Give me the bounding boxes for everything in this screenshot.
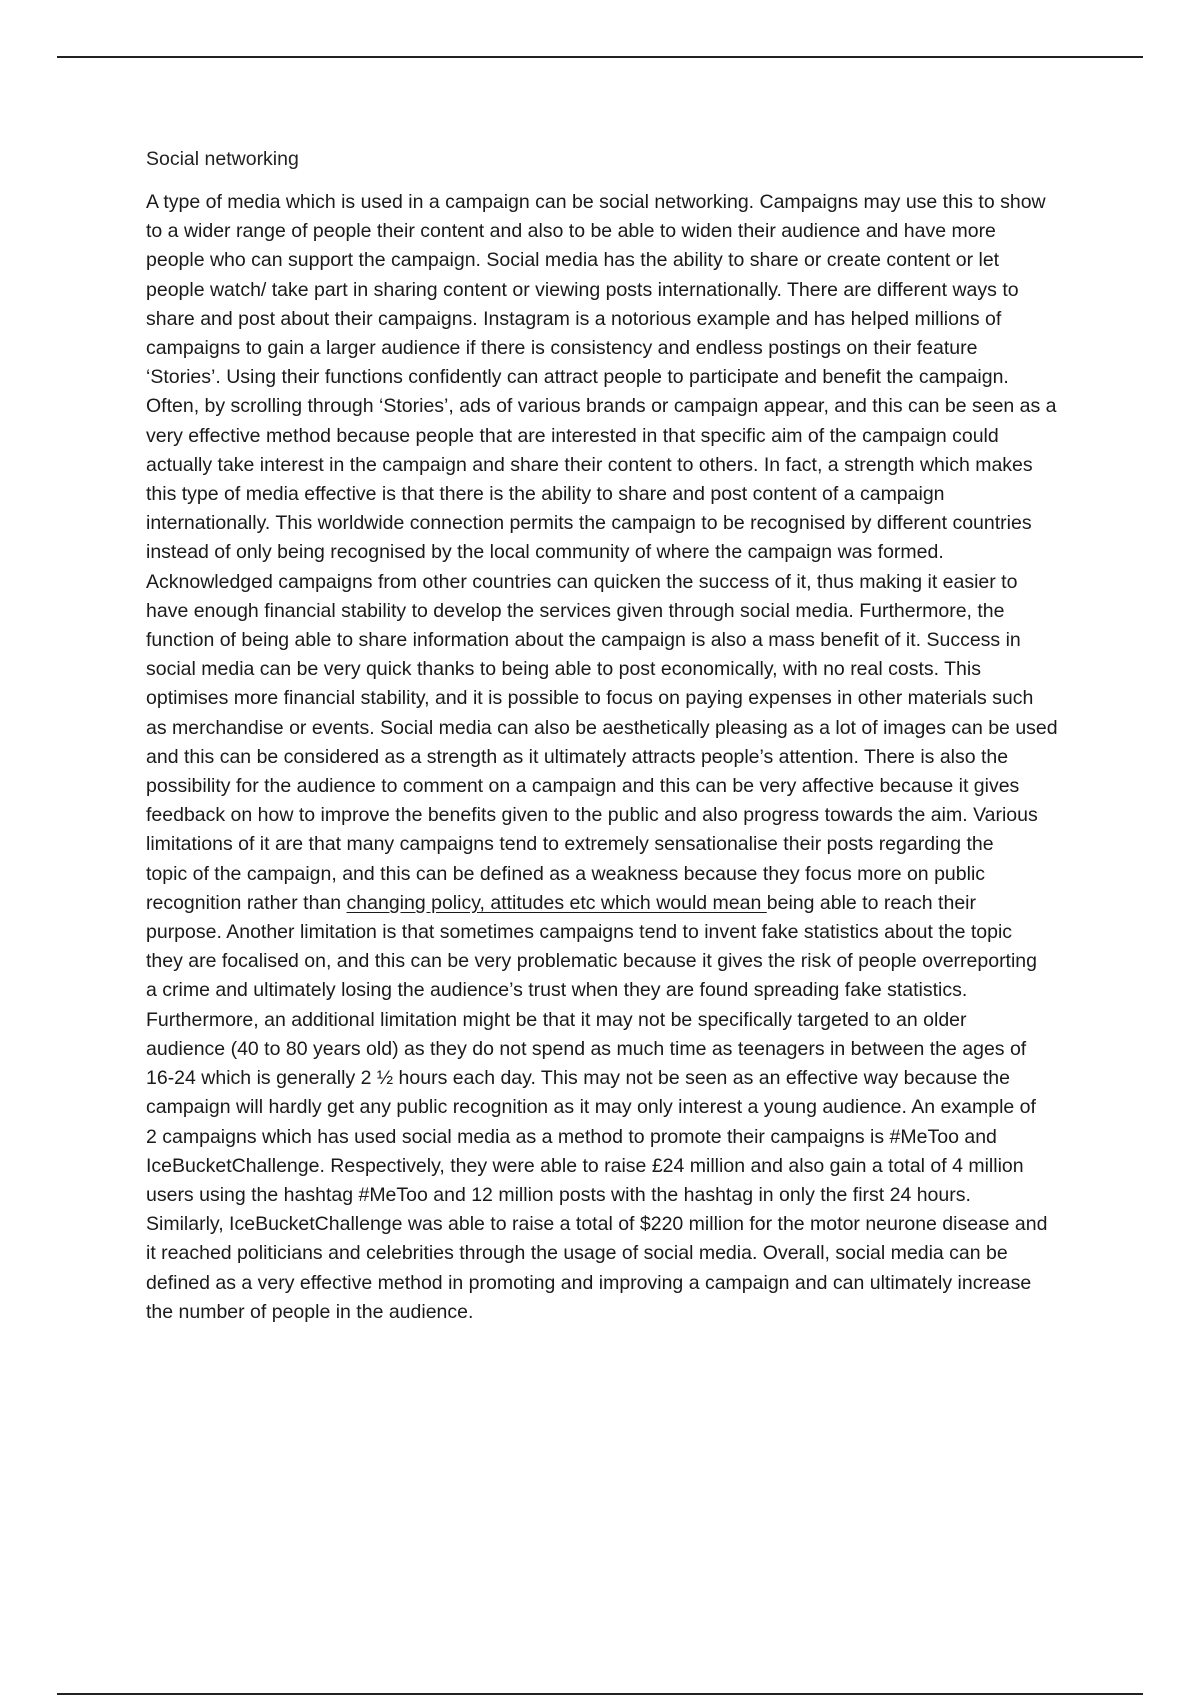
text-line: possibility for the audience to comment on a campaign and this can be very affective because it gives [146,775,1020,798]
text-line: purpose. Another limitation is that sometimes campaigns tend to invent fake statistics about the topic [146,921,1013,944]
document-content [146,146,1090,1327]
text-line: they are focalised on, and this can be very problematic because it gives the risk of people overreporting [146,950,1038,973]
text-line: limitations of it are that many campaigns tend to extremely sensationalise their posts regarding the [146,833,994,856]
text-line: function of being able to share information about the campaign is also a mass benefit of it. Success in [146,629,1021,652]
text-line: feedback on how to improve the benefits given to the public and also progress towards the aim. Various [146,804,1038,827]
text-segment: being able to reach their [766,891,976,914]
text-line: share and post about their campaigns. Instagram is a notorious example and has helped millions of [146,307,1002,330]
text-line: Often, by scrolling through ‘Stories’, ads of various brands or campaign appear, and this can be seen as a [146,395,1057,418]
text-line: optimises more financial stability, and it is possible to focus on paying expenses in other materials such [146,687,1034,710]
text-line: Acknowledged campaigns from other countries can quicken the success of it, thus making it easier to [146,570,1018,593]
text-line: campaigns to gain a larger audience if there is consistency and endless postings on their feature [146,337,978,360]
bottom-rule [57,1693,1143,1695]
text-line: a crime and ultimately losing the audience’s trust when they are found spreading fake statistics. [146,979,968,1002]
text-line: audience (40 to 80 years old) as they do not spend as much time as teenagers in between the ages of [146,1037,1027,1060]
text-line: defined as a very effective method in promoting and improving a campaign and can ultimately increase [146,1271,1032,1294]
text-line: topic of the campaign, and this can be defined as a weakness because they focus more on public [146,862,986,885]
text-line: internationally. This worldwide connection permits the campaign to be recognised by different countries [146,512,1032,535]
text-line-with-underline [146,889,1090,918]
text-line: social media can be very quick thanks to being able to post economically, with no real costs. This [146,658,981,681]
text-line: instead of only being recognised by the local community of where the campaign was formed. [146,541,944,564]
top-rule [57,56,1143,58]
text-line: as merchandise or events. Social media can also be aesthetically pleasing as a lot of images can be used [146,716,1058,739]
text-line: this type of media effective is that there is the ability to share and post content of a campaign [146,483,945,506]
text-line: people who can support the campaign. Social media has the ability to share or create content or let [146,249,1000,272]
text-line: 16-24 which is generally 2 ½ hours each day. This may not be seen as an effective way because the [146,1067,1010,1090]
text-line: campaign will hardly get any public recognition as it may only interest a young audience. An example of [146,1096,1036,1119]
text-line: people watch/ take part in sharing content or viewing posts internationally. There are different ways to [146,278,1019,301]
text-line: have enough financial stability to develop the services given through social media. Furthermore, the [146,599,1005,622]
text-line: to a wider range of people their content and also to be able to widen their audience and have more [146,220,996,243]
section-heading: Social networking [146,148,299,170]
text-line: very effective method because people that are interested in that specific aim of the campaign could [146,424,999,447]
body-paragraph [146,188,1090,1327]
text-line: and this can be considered as a strength as it ultimately attracts people’s attention. There is also the [146,745,1009,768]
text-line: the number of people in the audience. [146,1300,474,1323]
text-line: Similarly, IceBucketChallenge was able to raise a total of $220 million for the motor neurone disease and [146,1213,1048,1236]
text-line: 2 campaigns which has used social media as a method to promote their campaigns is #MeToo and [146,1125,997,1148]
text-segment: recognition rather than [146,891,347,914]
text-line: users using the hashtag #MeToo and 12 million posts with the hashtag in only the first 24 hours. [146,1183,971,1206]
text-line: it reached politicians and celebrities through the usage of social media. Overall, social media can be [146,1242,1008,1265]
text-line: ‘Stories’. Using their functions confidently can attract people to participate and benefit the campaign. [146,366,1009,389]
text-line: IceBucketChallenge. Respectively, they were able to raise £24 million and also gain a total of 4 million [146,1154,1024,1177]
underlined-phrase: changing policy, attitudes etc which would mean [346,891,767,914]
text-line: A type of media which is used in a campaign can be social networking. Campaigns may use this to show [146,191,1046,213]
text-line: Furthermore, an additional limitation might be that it may not be specifically targeted to an older [146,1008,967,1031]
text-line: actually take interest in the campaign and share their content to others. In fact, a strength which makes [146,453,1033,476]
